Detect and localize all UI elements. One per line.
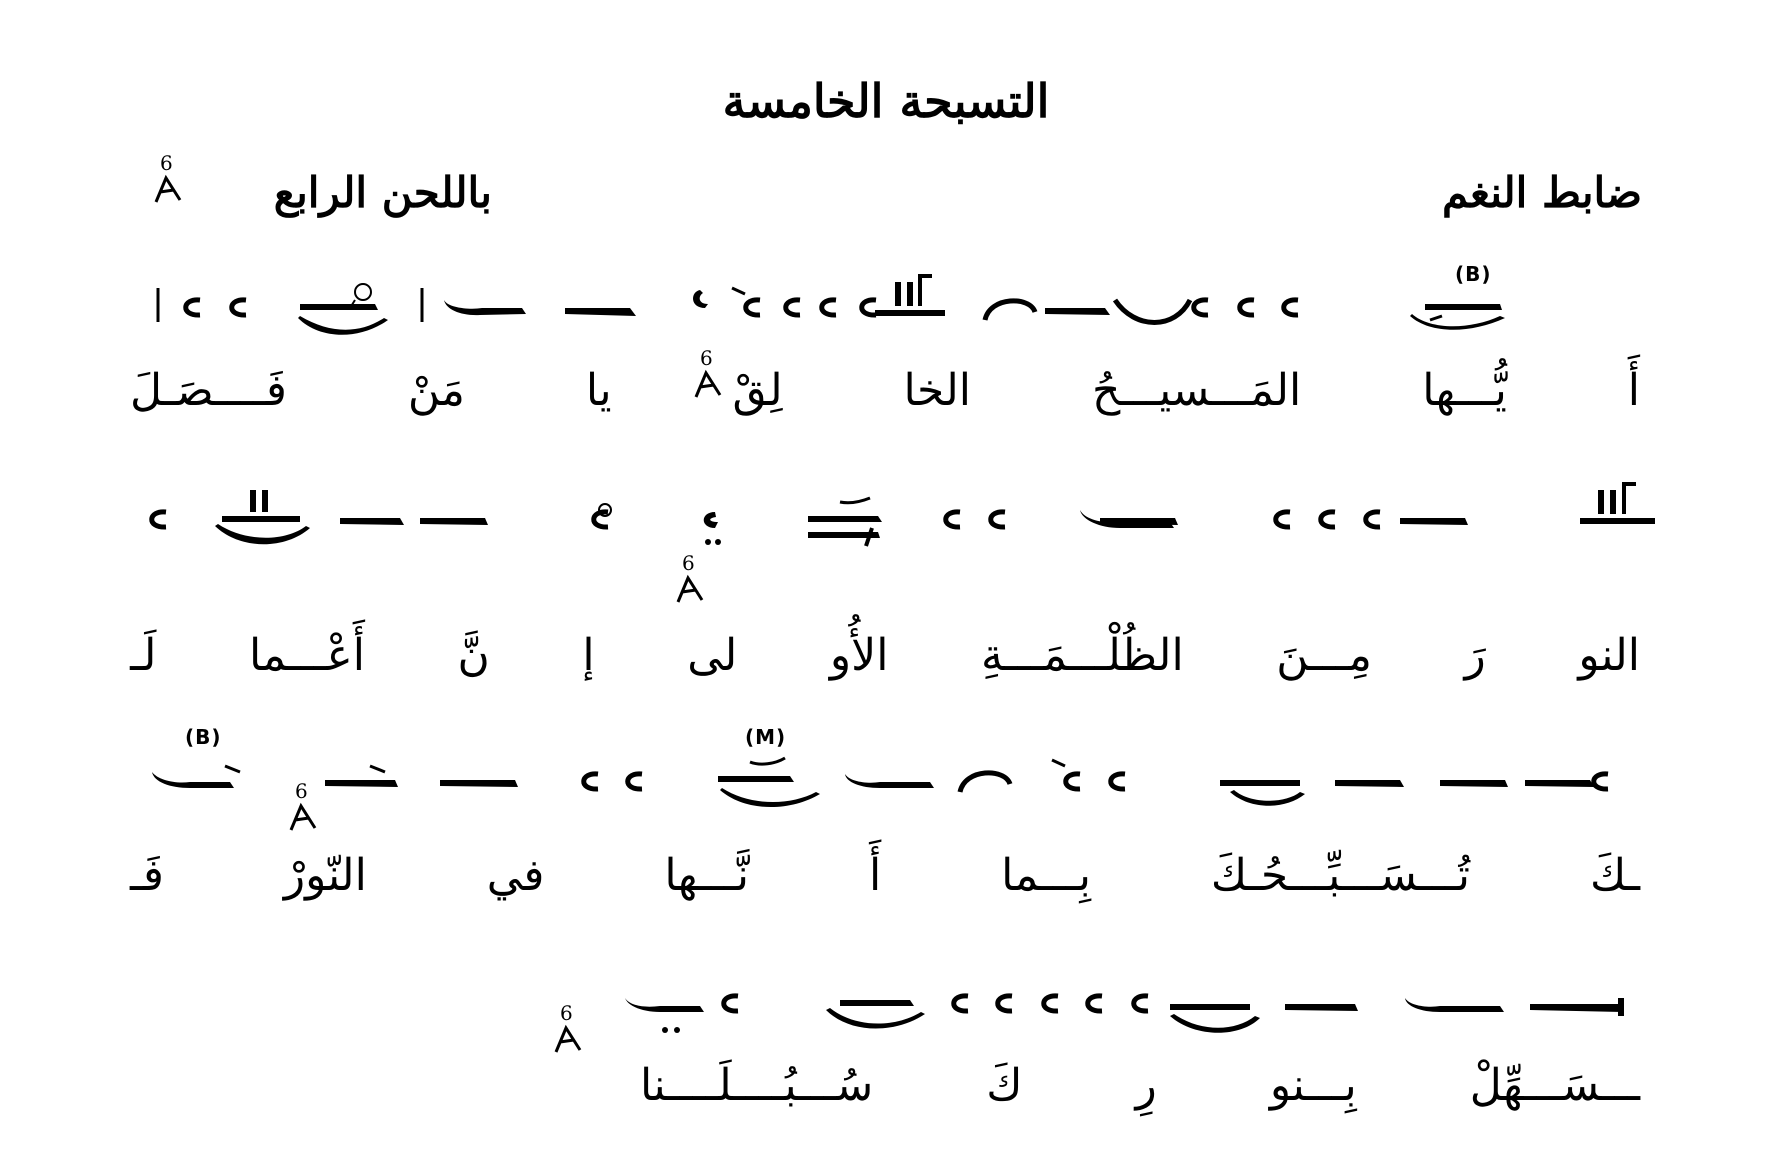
syllable: ـكَ (1590, 849, 1640, 901)
neume-apostrophos (1580, 482, 1655, 524)
syllable: نَّـــها (664, 849, 750, 901)
svg-text:6: 6 (700, 346, 713, 370)
neume-ison (225, 760, 1065, 772)
svg-text:6: 6 (295, 779, 308, 803)
syllable: الخا (903, 364, 971, 416)
syllable: أَعْـــما (248, 629, 365, 681)
syllable: نَّ (457, 629, 490, 681)
marking-b: (B) (1455, 262, 1492, 286)
martyria-icon (285, 778, 325, 834)
syllable: يُّـــها (1422, 364, 1507, 416)
neume-small-marks (704, 512, 721, 545)
neume-compound (1410, 304, 1505, 330)
neume-small-marks (662, 1027, 680, 1033)
svg-text:6: 6 (160, 151, 173, 175)
syllable: في (486, 849, 545, 901)
syllable: لِقْ (732, 364, 783, 416)
syllable: تُـــسَـــبِّـــحُـكَ (1210, 849, 1471, 901)
neume-compound (718, 758, 820, 807)
syllable: فَـ (130, 849, 164, 901)
martyria-icon (150, 150, 190, 206)
neume-compound (1170, 1004, 1260, 1033)
syllable: رَ (1464, 629, 1486, 681)
martyria-icon (672, 550, 712, 606)
marking-b: (B) (185, 725, 222, 749)
syllable: كَ (986, 1059, 1023, 1111)
neume-oligon (340, 518, 1468, 525)
neume-compound (298, 284, 388, 335)
neume-oligon (444, 300, 1492, 316)
syllable: رِ (1135, 1059, 1157, 1111)
lyrics-line-4 (640, 1050, 1640, 1120)
neume-apostrophos (875, 274, 945, 316)
syllable: المَـــسيـــحُ (1091, 364, 1302, 416)
tone-label: باللحن الرابع (273, 168, 492, 217)
syllable: النّورْ (283, 849, 367, 901)
syllable: ـــسَـــهِّلْ (1469, 1059, 1640, 1111)
syllable: مَنْ (407, 364, 465, 416)
syllable: إ (582, 629, 595, 681)
syllable: أَ (1627, 364, 1640, 416)
svg-text:6: 6 (560, 1001, 573, 1025)
lyrics-line-3 (130, 840, 1640, 910)
neume-compound (215, 490, 310, 544)
neume-compound (1220, 780, 1305, 806)
syllable: لَـ (130, 629, 157, 681)
neume-compound (808, 498, 882, 546)
neume-compound (826, 1000, 925, 1029)
marking-m: (M) (745, 725, 787, 749)
syllable: فَــــصَـلَ (130, 364, 287, 416)
neume-ison (693, 290, 708, 308)
neume-oligon-hook (724, 996, 1148, 1011)
syllable: أَ (868, 849, 882, 901)
syllable: لى (687, 629, 738, 681)
svg-text:6: 6 (682, 551, 695, 575)
syllable: الأُو (829, 629, 889, 681)
lyrics-line-1 (130, 355, 1640, 425)
martyria-icon (550, 1000, 590, 1056)
neume-line-3 (0, 730, 1772, 850)
syllable: الظُلْـــمَـــةِ (981, 629, 1184, 681)
neume-oligon (152, 772, 1594, 788)
neume-line-2 (0, 470, 1772, 590)
neume-oligon (625, 998, 1624, 1016)
syllable: النو (1578, 629, 1640, 681)
mode-anchor-label: ضابط النغم (1442, 168, 1642, 217)
neume-ison (732, 288, 745, 294)
syllable: يا (585, 364, 612, 416)
syllable: بِـــما (1001, 849, 1091, 901)
page-title: التسبحة الخامسة (722, 74, 1050, 128)
syllable: سُـــبُــــلَــــنا (640, 1059, 874, 1111)
syllable: بِـــنو (1269, 1059, 1357, 1111)
lyrics-line-2 (130, 620, 1640, 690)
syllable: مِـــنَ (1276, 629, 1372, 681)
neume-petaste (960, 773, 1010, 792)
neume-oligon-hook (152, 512, 1380, 527)
